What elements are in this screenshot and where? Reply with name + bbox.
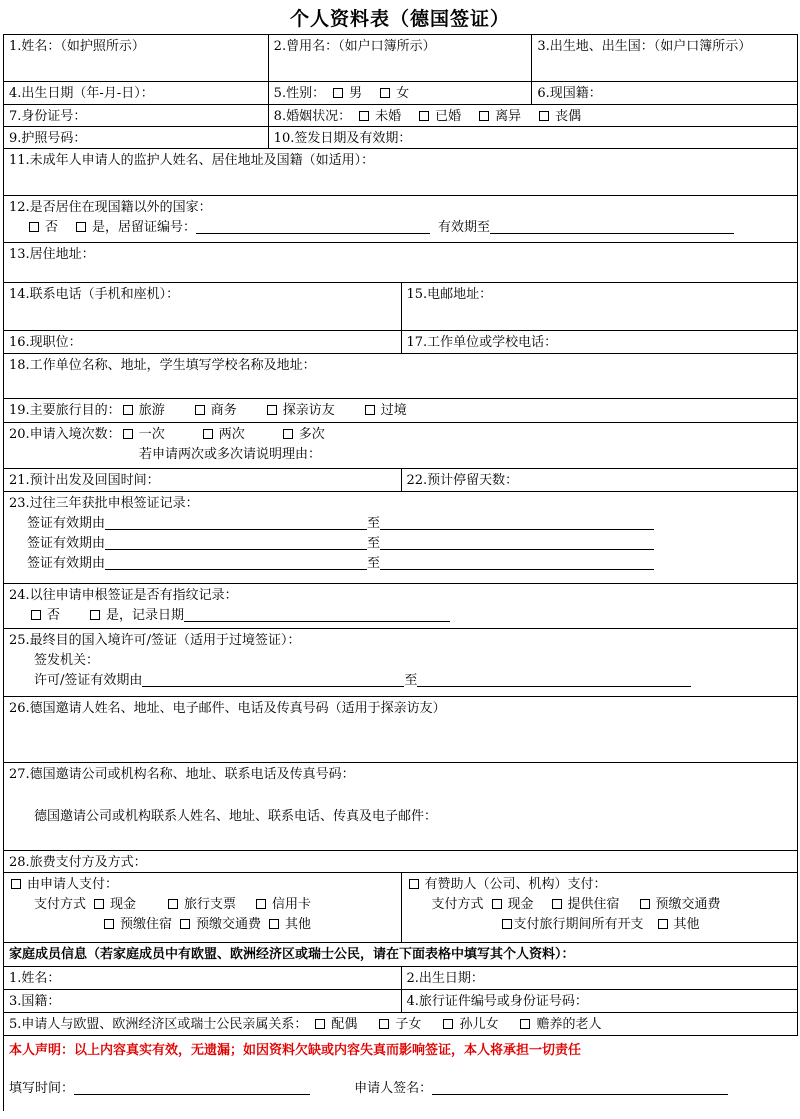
family-name-field[interactable]: 1.姓名： <box>4 967 402 989</box>
relation-child-checkbox[interactable] <box>379 1019 389 1029</box>
schengen-from-line-3[interactable] <box>105 556 367 570</box>
form-title: 个人资料表（德国签证） <box>289 8 510 30</box>
entries-single-checkbox[interactable] <box>123 429 133 439</box>
fill-time-line[interactable] <box>74 1081 310 1095</box>
position-field[interactable]: 16.现职位： <box>4 331 402 353</box>
phone-field[interactable]: 14.联系电话（手机和座机）： <box>4 283 402 330</box>
declaration-text: 本人声明：以上内容真实有效，无遗漏；如因资料欠缺或内容失真而影响签证，本人将承担一切责任 <box>9 1043 582 1058</box>
marital-divorced-checkbox[interactable] <box>479 111 489 121</box>
self-prepaid-accommodation-checkbox[interactable] <box>104 919 114 929</box>
fingerprint-yes-checkbox[interactable] <box>90 610 100 620</box>
payment-label: 28.旅费支付方及方式： <box>4 851 798 872</box>
self-other-checkbox[interactable] <box>269 919 279 929</box>
stay-days-field[interactable]: 22.预计停留天数： <box>402 469 799 491</box>
self-credit-card-checkbox[interactable] <box>256 899 266 909</box>
declaration-block: 本人声明：以上内容真实有效，无遗漏；如因资料欠缺或内容失真而影响签证，本人将承担一切责任 填写时间： 申请人签名： <box>4 1036 798 1111</box>
residence-valid-line[interactable] <box>490 220 734 234</box>
payment-self-field: 由申请人支付： 支付方式 现金 旅行支票 信用卡 预缴住宿 预缴交通费 其他 <box>4 873 402 942</box>
inviter-field[interactable]: 26.德国邀请人姓名、地址、电子邮件、电话及传真号码（适用于探亲访友） <box>4 697 798 762</box>
gender-male-checkbox[interactable] <box>333 88 343 98</box>
destination-permit-field: 25.最终目的国入境许可/签证（适用于过境签证）： 签发机关： 许可/签证有效期由 至 <box>4 629 798 696</box>
self-cash-checkbox[interactable] <box>94 899 104 909</box>
entries-multiple-checkbox[interactable] <box>283 429 293 439</box>
family-info-header: 家庭成员信息（若家庭成员中有欧盟、欧洲经济区或瑞士公民，请在下面表格中填写其个人资料）： <box>4 943 798 966</box>
relation-spouse-checkbox[interactable] <box>315 1019 325 1029</box>
schengen-from-line-2[interactable] <box>105 536 367 550</box>
gender-field: 5.性别： 男 女 <box>269 82 533 104</box>
payment-self-checkbox[interactable] <box>11 879 21 889</box>
purpose-transit-checkbox[interactable] <box>365 405 375 415</box>
entries-field: 20.申请入境次数： 一次 两次 多次 若申请两次或多次请说明理由： <box>4 423 798 468</box>
purpose-tourism-checkbox[interactable] <box>123 405 133 415</box>
work-phone-field[interactable]: 17.工作单位或学校电话： <box>402 331 799 353</box>
gender-female-checkbox[interactable] <box>380 88 390 98</box>
marital-status-field: 8.婚姻状况： 未婚 已婚 离异 丧偶 <box>269 105 798 126</box>
marital-widowed-checkbox[interactable] <box>539 111 549 121</box>
family-birthdate-field[interactable]: 2.出生日期： <box>402 967 799 989</box>
id-number-field[interactable]: 7.身份证号： <box>4 105 269 126</box>
issue-date-field[interactable]: 10.签发日期及有效期： <box>269 127 798 148</box>
passport-number-field[interactable]: 9.护照号码： <box>4 127 269 148</box>
schengen-to-line-2[interactable] <box>380 536 654 550</box>
email-field[interactable]: 15.电邮地址： <box>402 283 799 330</box>
guardian-field[interactable]: 11.未成年人申请人的监护人姓名、居住地址及国籍（如适用）： <box>4 149 798 195</box>
entries-reason-label: 若申请两次或多次请说明理由： <box>139 447 322 462</box>
schengen-to-line-1[interactable] <box>380 516 654 530</box>
sponsor-transport-checkbox[interactable] <box>640 899 650 909</box>
sponsor-accommodation-checkbox[interactable] <box>552 899 562 909</box>
fingerprint-date-line[interactable] <box>184 608 450 622</box>
fingerprint-field: 24.以往申请申根签证是否有指纹记录： 否 是，记录日期 <box>4 584 798 628</box>
purpose-visit-checkbox[interactable] <box>267 405 277 415</box>
family-relationship-field: 5.申请人与欧盟、欧洲经济区或瑞士公民亲属关系： 配偶 子女 孙儿女 赡养的老人 <box>4 1013 798 1035</box>
purpose-business-checkbox[interactable] <box>195 405 205 415</box>
residence-abroad-field: 12.是否居住在现国籍以外的国家： 否 是，居留证编号： 有效期至 <box>4 196 798 242</box>
address-field[interactable]: 13.居住地址： <box>4 243 798 282</box>
permit-from-line[interactable] <box>142 673 404 687</box>
inviting-company-field[interactable]: 27.德国邀请公司或机构名称、地址、联系电话及传真号码： 德国邀请公司或机构联系人姓名、地址、联系电话、传真及电子邮件： <box>4 763 798 850</box>
signature-line[interactable] <box>432 1081 728 1095</box>
sponsor-all-expenses-checkbox[interactable] <box>502 919 512 929</box>
residence-permit-line[interactable] <box>196 220 430 234</box>
marital-single-checkbox[interactable] <box>359 111 369 121</box>
travel-purpose-field: 19.主要旅行目的： 旅游 商务 探亲访友 过境 <box>4 399 798 422</box>
travel-dates-field[interactable]: 21.预计出发及回国时间： <box>4 469 402 491</box>
payment-sponsor-checkbox[interactable] <box>409 879 419 889</box>
permit-to-line[interactable] <box>417 673 691 687</box>
birthplace-field[interactable]: 3.出生地、出生国：（如户口簿所示） <box>532 35 798 81</box>
visa-form <box>3 34 798 1111</box>
schengen-from-line-1[interactable] <box>105 516 367 530</box>
residence-yes-checkbox[interactable] <box>76 222 86 232</box>
self-prepaid-transport-checkbox[interactable] <box>180 919 190 929</box>
former-name-field[interactable]: 2.曾用名：（如户口簿所示） <box>269 35 533 81</box>
nationality-field[interactable]: 6.现国籍： <box>532 82 798 104</box>
schengen-to-line-3[interactable] <box>380 556 654 570</box>
name-field[interactable]: 1.姓名：（如护照所示） <box>4 35 269 81</box>
self-travelers-check-checkbox[interactable] <box>168 899 178 909</box>
entries-double-checkbox[interactable] <box>203 429 213 439</box>
residence-no-checkbox[interactable] <box>29 222 39 232</box>
payment-sponsor-field: 有赞助人（公司、机构）支付： 支付方式 现金 提供住宿 预缴交通费 支付旅行期间所有开支 其他 <box>402 873 799 942</box>
sponsor-other-checkbox[interactable] <box>658 919 668 929</box>
relation-dependent-elder-checkbox[interactable] <box>520 1019 530 1029</box>
family-nationality-field[interactable]: 3.国籍： <box>4 990 402 1012</box>
marital-married-checkbox[interactable] <box>419 111 429 121</box>
relation-grandchild-checkbox[interactable] <box>443 1019 453 1029</box>
schengen-history-field: 23.过往三年获批申根签证记录： 签证有效期由 至 签证有效期由 至 签证有效期由 至 <box>4 492 798 583</box>
employer-field[interactable]: 18.工作单位名称、地址，学生填写学校名称及地址： <box>4 354 798 398</box>
family-document-field[interactable]: 4.旅行证件编号或身份证号码： <box>402 990 799 1012</box>
birthdate-field[interactable]: 4.出生日期（年-月-日）： <box>4 82 269 104</box>
sponsor-cash-checkbox[interactable] <box>492 899 502 909</box>
fingerprint-no-checkbox[interactable] <box>31 610 41 620</box>
